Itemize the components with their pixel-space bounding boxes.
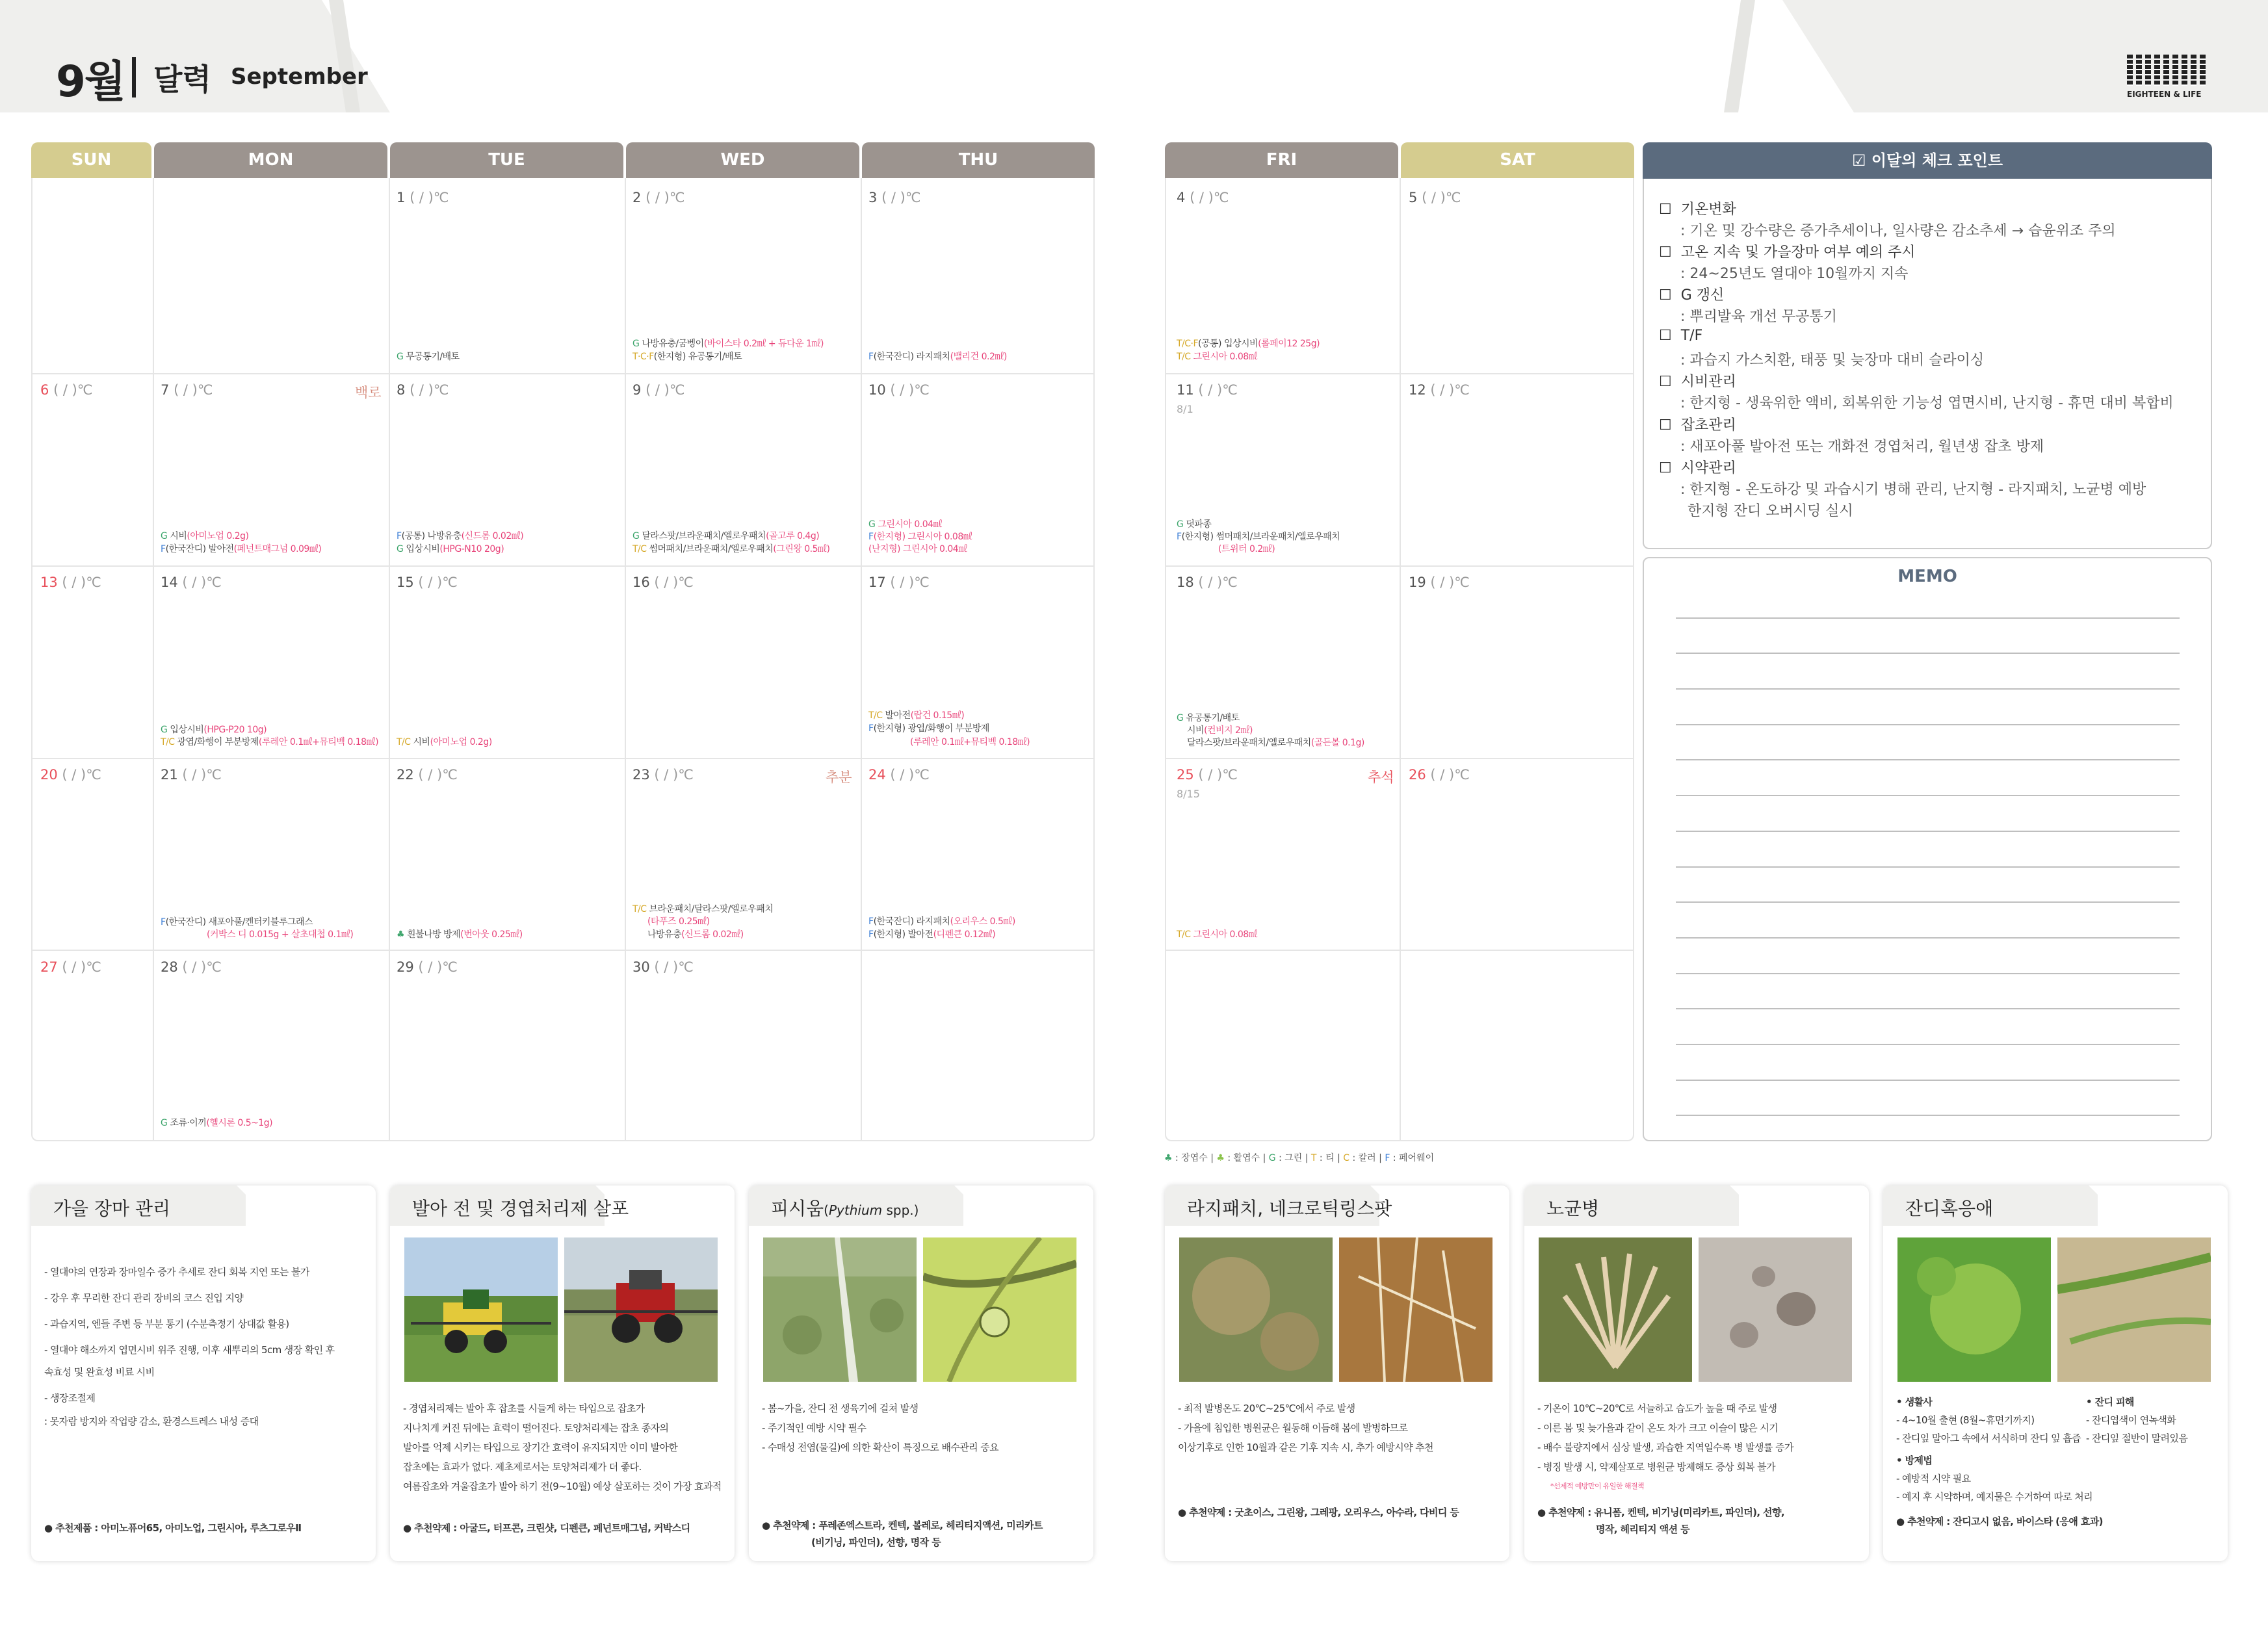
event-note: (루레안 0.1㎖+뮤티벡 0.18㎖) bbox=[910, 737, 1030, 747]
logo-text: EIGHTEEN & LIFE bbox=[2127, 90, 2202, 99]
event-note: F(한국잔디) 새포아풀/켄터키블루그래스 bbox=[161, 917, 313, 927]
day-cell-12[interactable]: 12 ( / )℃ bbox=[1409, 382, 1470, 398]
panel-line: 지나치게 커진 뒤에는 효력이 떨어진다. 토양처리제는 잡초 종자의 bbox=[403, 1422, 669, 1434]
event-note: T/C 그린시아 0.08㎖ bbox=[1177, 352, 1258, 362]
day-cell-28[interactable]: 28 ( / )℃ bbox=[161, 959, 222, 975]
checkpoint-desc: : 24~25년도 열대야 10월까지 지속 bbox=[1680, 266, 1909, 282]
checkpoint-item[interactable]: ☐ 시비관리 bbox=[1659, 374, 1736, 390]
event-note: 나방유충(신드롬 0.02㎖) bbox=[647, 929, 744, 940]
day-header-sat: SAT bbox=[1401, 142, 1634, 178]
event-note: G 시비(아미노업 0.2g) bbox=[161, 531, 249, 541]
panel-line: 잡초에는 효과가 없다. 제초제로서는 토양처리제가 더 좋다. bbox=[403, 1461, 642, 1473]
panel-line: : 못자람 방지와 작업량 감소, 환경스트레스 내성 증대 bbox=[44, 1416, 259, 1427]
sprayer-photo bbox=[404, 1237, 558, 1382]
memo-box[interactable] bbox=[1643, 557, 2212, 1141]
panel-recommend: ● 추천제품 : 아미노퓨어65, 아미노업, 그린시아, 루츠그로우Ⅱ bbox=[44, 1522, 302, 1534]
panel-recommend: ● 추천약제 : 유니폼, 켄텍, 비기닝(미리카트, 파인더), 선향, bbox=[1537, 1507, 1784, 1518]
panel-line: • 방제법 bbox=[1896, 1455, 1933, 1466]
event-note: G 그린시아 0.04㎖ bbox=[868, 519, 943, 530]
check-square-icon: ☑ bbox=[1851, 151, 1866, 170]
day-cell-22[interactable]: 22 ( / )℃ bbox=[397, 767, 458, 783]
calendar-grid-left bbox=[31, 178, 1095, 1141]
day-cell-29[interactable]: 29 ( / )℃ bbox=[397, 959, 458, 975]
checkpoint-header: ☑ 이달의 체크 포인트 bbox=[1643, 142, 2212, 179]
day-cell-3[interactable]: 3 ( / )℃ bbox=[868, 190, 921, 205]
downymildew-turf-photo bbox=[1539, 1237, 1692, 1382]
checkpoint-desc: : 뿌리발육 개선 무공통기 bbox=[1680, 309, 1837, 325]
checkpoint-item[interactable]: ☐ G 갱신 bbox=[1659, 287, 1725, 304]
panel-line: - 배수 불량지에서 심상 발생, 과습한 지역일수록 병 발생률 증가 bbox=[1537, 1442, 1793, 1453]
checkpoint-item[interactable]: ☐ 기온변화 bbox=[1659, 201, 1736, 218]
panel-line: - 수매성 전염(물길)에 의한 확산이 특징으로 배수관리 중요 bbox=[762, 1442, 998, 1453]
event-note: G 입상시비(HPG-N10 20g) bbox=[397, 544, 504, 554]
day-cell-25[interactable]: 25 ( / )℃ bbox=[1177, 767, 1238, 783]
title-divider bbox=[132, 57, 136, 97]
info-panel-herbicide bbox=[390, 1185, 735, 1561]
necrotic-root-photo bbox=[1339, 1237, 1492, 1382]
event-note: T/C 브라운패치/달라스팟/엘로우패치 bbox=[632, 904, 774, 914]
day-cell-13[interactable]: 13 ( / )℃ bbox=[40, 575, 101, 590]
panel-recommend: ● 추천약제 : 잔디고시 없음, 바이스타 (응애 효과) bbox=[1896, 1516, 2103, 1527]
event-note: T/C 그린시아 0.08㎖ bbox=[1177, 929, 1258, 940]
event-note: T·C·F(한지형) 유공통기/배토 bbox=[632, 352, 742, 362]
checkpoint-item[interactable]: ☐ T/F bbox=[1659, 328, 1703, 344]
page-title: 달력 bbox=[153, 62, 211, 97]
header-stripe bbox=[1724, 0, 1755, 112]
panel-line: - 예방적 시약 필요 bbox=[1896, 1473, 1971, 1484]
panel-line: - 4~10월 출현 (8월~휴면기까지) bbox=[1896, 1414, 2035, 1426]
panel-line: 발아를 억제 시키는 타입으로 장기간 효력이 유지되지만 이미 발아한 bbox=[403, 1442, 678, 1453]
panel-line: - 잔디잎 절반이 말려있음 bbox=[2086, 1432, 2188, 1444]
day-header-thu: THU bbox=[862, 142, 1095, 178]
info-panel-mite bbox=[1883, 1185, 2228, 1561]
panel-title: 가을 장마 관리 bbox=[53, 1198, 171, 1219]
checkpoint-item[interactable]: ☐ 고온 지속 및 가을장마 여부 예의 주시 bbox=[1659, 244, 1916, 261]
panel-recommend: ● 추천약제 : 굿초이스, 그린왕, 그레팡, 오리우스, 아수라, 다비디 등 bbox=[1178, 1507, 1459, 1518]
panel-line: 여름잡초와 겨울잡초가 발아 하기 전(9~10월) 예상 살포하는 것이 가장 효과적 bbox=[403, 1481, 722, 1492]
event-note: F(한지형) 발아전(디펜큰 0.12㎖) bbox=[868, 929, 996, 940]
day-cell-7[interactable]: 7 ( / )℃ bbox=[161, 382, 213, 398]
holiday-label: 백로 bbox=[355, 385, 382, 400]
panel-note: *선제적 예방만이 유일한 해결책 bbox=[1550, 1482, 1644, 1490]
info-panel-rain bbox=[31, 1185, 376, 1561]
event-note: ♣ 흰불나방 방제(번아웃 0.25㎖) bbox=[397, 929, 523, 940]
day-cell-2[interactable]: 2 ( / )℃ bbox=[632, 190, 685, 205]
panel-line: - 생장조절제 bbox=[44, 1392, 96, 1404]
panel-line: 속효성 및 완효성 비료 시비 bbox=[44, 1366, 155, 1378]
largepatch-photo bbox=[1179, 1237, 1333, 1382]
event-note: G 무공통기/배토 bbox=[397, 352, 460, 362]
panel-title: 노균병 bbox=[1546, 1198, 1600, 1219]
pythium-micro-photo bbox=[923, 1237, 1076, 1382]
event-note: F(한국잔디) 발아전(페넌트매그넘 0.09㎖) bbox=[161, 544, 322, 554]
day-cell-10[interactable]: 10 ( / )℃ bbox=[868, 382, 930, 398]
mite-leaf-photo bbox=[2057, 1237, 2211, 1382]
day-cell-26[interactable]: 26 ( / )℃ bbox=[1409, 767, 1470, 783]
event-note: G 입상시비(HPG-P20 10g) bbox=[161, 725, 267, 735]
panel-line: - 잔디잎 말아그 속에서 서식하며 잔디 잎 흡즙 bbox=[1896, 1432, 2081, 1444]
panel-line: • 생활사 bbox=[1896, 1396, 1933, 1408]
panel-line: • 잔디 피해 bbox=[2086, 1396, 2134, 1408]
checkpoint-desc: : 과습지 가스치환, 태풍 및 늦장마 대비 슬라이싱 bbox=[1680, 352, 1985, 369]
day-header-mon: MON bbox=[154, 142, 387, 178]
info-panel-pythium bbox=[749, 1185, 1093, 1561]
event-note: (타푸즈 0.25㎖) bbox=[647, 916, 710, 927]
event-note: F(한지형) 그린시아 0.08㎖ bbox=[868, 532, 972, 542]
checkpoint-desc: : 새포아풀 발아전 또는 개화전 경엽처리, 월년생 잡초 방제 bbox=[1680, 439, 2044, 455]
checkpoint-desc: : 기온 및 강수량은 증가추세이나, 일사량은 감소추세 → 습윤위조 주의 bbox=[1680, 223, 2116, 239]
memo-title: MEMO bbox=[1897, 567, 1957, 586]
page-subtitle: September bbox=[231, 64, 368, 90]
event-note: (커박스 디 0.015g + 살초대첩 0.1㎖) bbox=[207, 929, 354, 940]
day-cell-21[interactable]: 21 ( / )℃ bbox=[161, 767, 222, 783]
day-cell-4[interactable]: 4 ( / )℃ bbox=[1177, 190, 1229, 205]
lunar-date: 8/1 bbox=[1177, 403, 1193, 415]
panel-line: - 최적 발병온도 20℃~25℃에서 주로 발생 bbox=[1178, 1403, 1355, 1414]
tractor-photo bbox=[564, 1237, 718, 1382]
checkpoint-desc: : 한지형 - 생육위한 액비, 회복위한 기능성 엽면시비, 난지형 - 휴면 대비 복합비 bbox=[1680, 395, 2174, 411]
day-header-sun: SUN bbox=[31, 142, 151, 178]
panel-line: - 과습지역, 엔들 주변 등 부분 통기 (수분측정기 상대값 활용) bbox=[44, 1318, 289, 1330]
day-cell-8[interactable]: 8 ( / )℃ bbox=[397, 382, 449, 398]
panel-recommend: ● 추천약제 : 아굴드, 터프콘, 크린샷, 디펜큰, 페넌트매그넘, 커박스디 bbox=[403, 1522, 690, 1534]
day-header-tue: TUE bbox=[390, 142, 623, 178]
panel-recommend: (비기닝, 파인더), 선향, 명작 등 bbox=[811, 1536, 941, 1548]
checkpoint-item[interactable]: ☐ 시약관리 bbox=[1659, 460, 1736, 476]
day-cell-18[interactable]: 18 ( / )℃ bbox=[1177, 575, 1238, 590]
event-note: F(공통) 나방유충(신드롬 0.02㎖) bbox=[397, 531, 524, 541]
day-cell-11[interactable]: 11 ( / )℃ bbox=[1177, 382, 1238, 398]
downymildew-micro-photo bbox=[1699, 1237, 1852, 1382]
mite-turf-photo bbox=[1897, 1237, 2051, 1382]
day-cell-17[interactable]: 17 ( / )℃ bbox=[868, 575, 930, 590]
panel-line: - 병징 발생 시, 약제살포로 병원균 방제해도 증상 회복 불가 bbox=[1537, 1461, 1775, 1473]
day-cell-1[interactable]: 1 ( / )℃ bbox=[397, 190, 449, 205]
panel-line: - 열대야 해소까지 엽면시비 위주 진행, 이후 새뿌리의 5cm 생장 확인 후 bbox=[44, 1344, 335, 1356]
event-note: 달라스팟/브라운패치/엘로우패치(골든볼 0.1g) bbox=[1187, 738, 1364, 748]
panel-line: - 주기적인 예방 시약 필수 bbox=[762, 1422, 867, 1434]
event-note: G 유공통기/배토 bbox=[1177, 713, 1240, 723]
day-cell-20[interactable]: 20 ( / )℃ bbox=[40, 767, 101, 783]
holiday-label: 추석 bbox=[1368, 770, 1394, 785]
checkpoint-desc: 한지형 잔디 오버시딩 실시 bbox=[1688, 503, 1853, 519]
day-header-wed: WED bbox=[626, 142, 859, 178]
info-panel-downymildew bbox=[1524, 1185, 1869, 1561]
holiday-label: 추분 bbox=[826, 770, 852, 785]
pythium-turf-photo bbox=[763, 1237, 917, 1382]
panel-line: - 경엽처리제는 발아 후 잡초를 시들게 하는 타입으로 잡초가 bbox=[403, 1403, 645, 1414]
event-note: (난지형) 그린시아 0.04㎖ bbox=[868, 544, 967, 554]
checkpoint-item[interactable]: ☐ 잡초관리 bbox=[1659, 417, 1736, 434]
panel-title: 라지패치, 네크로틱링스팟 bbox=[1187, 1198, 1392, 1219]
event-note: T/C 시비(아미노업 0.2g) bbox=[397, 737, 492, 747]
panel-line: - 기온이 10℃~20℃로 서늘하고 습도가 높을 때 주로 발생 bbox=[1537, 1403, 1777, 1414]
day-cell-23[interactable]: 23 ( / )℃ bbox=[632, 767, 694, 783]
logo-bars-icon bbox=[2127, 55, 2213, 86]
day-cell-19[interactable]: 19 ( / )℃ bbox=[1409, 575, 1470, 590]
event-note: F(한국잔디) 라지패치(밸리건 0.2㎖) bbox=[868, 352, 1007, 362]
event-note: T/C 썸머패치/브라운패치/엘로우패치(그린왕 0.5㎖) bbox=[632, 544, 830, 554]
day-cell-30[interactable]: 30 ( / )℃ bbox=[632, 959, 694, 975]
panel-line: - 잔디엽색이 연녹색화 bbox=[2086, 1414, 2176, 1426]
panel-title: 잔디혹응애 bbox=[1905, 1198, 1994, 1219]
event-note: G 나방유충/굼벵이(바이스타 0.2㎖ + 듀다운 1㎖) bbox=[632, 339, 824, 349]
panel-line: - 예지 후 시약하며, 예지물은 수거하여 따로 처리 bbox=[1896, 1491, 2093, 1503]
panel-line: - 이른 봄 및 늦가을과 같이 온도 차가 크고 이슬이 많은 시기 bbox=[1537, 1422, 1779, 1434]
day-header-fri: FRI bbox=[1165, 142, 1398, 178]
day-cell-6[interactable]: 6 ( / )℃ bbox=[40, 382, 93, 398]
event-note: 시비(컨비지 2㎖) bbox=[1187, 725, 1253, 736]
event-note: G 조류·이끼(헬시론 0.5~1g) bbox=[161, 1118, 273, 1128]
day-cell-16[interactable]: 16 ( / )℃ bbox=[632, 575, 694, 590]
month-number: 9월 bbox=[56, 57, 125, 107]
panel-line: - 열대야의 연장과 장마일수 증가 추세로 잔디 회복 지연 또는 불가 bbox=[44, 1266, 309, 1278]
panel-line: - 봄~가을, 잔디 전 생육기에 걸쳐 발생 bbox=[762, 1403, 919, 1414]
lunar-date: 8/15 bbox=[1177, 788, 1200, 800]
panel-line: - 강우 후 무리한 잔디 관리 장비의 코스 진입 지양 bbox=[44, 1292, 244, 1304]
event-note: G 덧파종 bbox=[1177, 519, 1212, 530]
day-cell-24[interactable]: 24 ( / )℃ bbox=[868, 767, 930, 783]
panel-line: - 가을에 침입한 병원균은 월동해 이듬해 봄에 발병하므로 bbox=[1178, 1422, 1408, 1434]
event-note: T/C 발아전(랍건 0.15㎖) bbox=[868, 710, 965, 721]
checkpoint-desc: : 한지형 - 온도하강 및 과습시기 병해 관리, 난지형 - 라지패치, 노균병 예방 bbox=[1680, 482, 2146, 498]
panel-title: 발아 전 및 경엽처리제 살포 bbox=[412, 1198, 629, 1219]
panel-recommend: 명작, 헤리티지 액션 등 bbox=[1596, 1523, 1689, 1535]
day-cell-15[interactable]: 15 ( / )℃ bbox=[397, 575, 458, 590]
day-cell-27[interactable]: 27 ( / )℃ bbox=[40, 959, 101, 975]
event-note: (트위터 0.2㎖) bbox=[1218, 544, 1275, 554]
brand-logo bbox=[2127, 55, 2213, 101]
panel-line: 이상기후로 인한 10월과 같은 기후 지속 시, 추가 예방시약 추천 bbox=[1178, 1442, 1433, 1453]
info-panel-largepatch bbox=[1165, 1185, 1509, 1561]
event-note: T/C·F(공통) 입상시비(롤페이12 25g) bbox=[1177, 339, 1320, 349]
day-cell-9[interactable]: 9 ( / )℃ bbox=[632, 382, 685, 398]
day-cell-14[interactable]: 14 ( / )℃ bbox=[161, 575, 222, 590]
event-note: F(한지형) 썸머패치/브라운패치/엘로우패치 bbox=[1177, 532, 1340, 542]
event-note: G 달라스팟/브라운패치/엘로우패치(골고루 0.4g) bbox=[632, 531, 820, 541]
day-cell-5[interactable]: 5 ( / )℃ bbox=[1409, 190, 1461, 205]
panel-recommend: ● 추천약제 : 푸레존엑스트라, 켄텍, 볼레로, 헤리티지액션, 미리카트 bbox=[762, 1520, 1043, 1531]
panel-title: 피시움(Pythium spp.) bbox=[771, 1198, 919, 1219]
event-note: F(한지형) 광엽/화행이 부분방제 bbox=[868, 723, 989, 734]
legend: ♣ : 장엽수 | ♣ : 활엽수 | G : 그린 | T : 티 | C : 칼러 | F : 페어웨이 bbox=[1164, 1153, 1435, 1163]
event-note: T/C 광엽/화행이 부분방제(루레안 0.1㎖+뮤티벡 0.18㎖) bbox=[161, 737, 379, 747]
event-note: F(한국잔디) 라지패치(오리우스 0.5㎖) bbox=[868, 916, 1015, 927]
